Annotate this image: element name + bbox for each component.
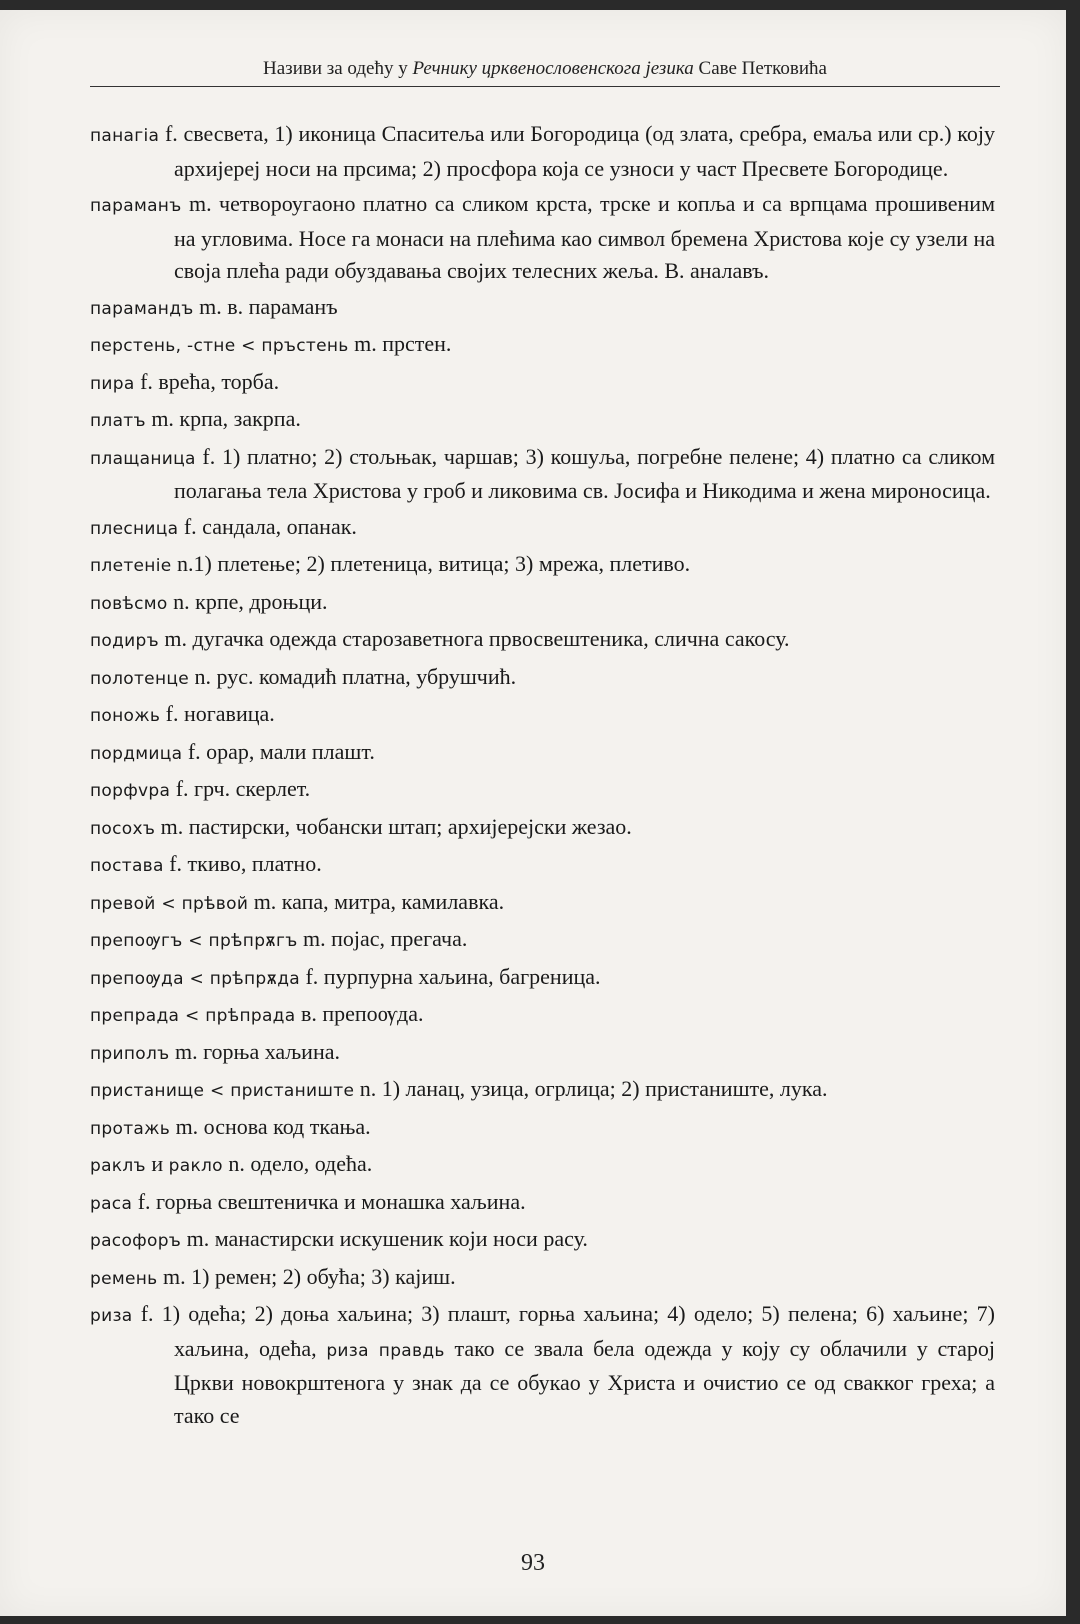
header-text: Називи за одећу у <box>263 58 413 79</box>
entry-definition: f. 1) одећа; 2) доња хаљина; 3) плашт, горња хаљина; 4) одело; 5) пелена; 6) хаљине; 7) хаљина, одећа, <box>132 1301 995 1361</box>
entry-definition: f. горња свештеничка и монашка хаљина. <box>132 1188 526 1214</box>
entry-definition: n. одело, одећа. <box>222 1151 373 1176</box>
entry-headword: ракло <box>168 1156 223 1176</box>
dictionary-entry <box>90 548 995 583</box>
entry-headword: постава <box>90 856 164 876</box>
dictionary-entry <box>90 441 995 508</box>
dictionary-entry <box>90 1298 995 1432</box>
dictionary-entry <box>90 998 995 1033</box>
entry-definition: f. грч. скерлет. <box>170 776 311 801</box>
entry-definition: n.1) плетење; 2) плетеница, витица; 3) мрежа, плетиво. <box>171 551 691 576</box>
entry-headword: раса <box>90 1193 133 1214</box>
entry-headword: препоѹгъ < прѣпрѫгъ <box>90 931 298 951</box>
dictionary-entry <box>90 511 995 546</box>
running-header <box>90 58 1000 87</box>
dictionary-entry <box>90 623 995 658</box>
entry-headword: пордмица <box>90 743 183 764</box>
entry-headword: расофоръ <box>90 1231 182 1251</box>
header-author: Саве Петковића <box>693 58 827 79</box>
entry-headword: полотенце <box>90 668 189 689</box>
entry-definition: f. врећа, торба. <box>134 368 280 394</box>
entry-headword: риза правдь <box>326 1340 445 1361</box>
entry-definition: f. пурпурна хаљина, багреница. <box>299 963 601 989</box>
entry-definition: в. препоѹда. <box>295 1001 424 1026</box>
dictionary-entry <box>90 1148 995 1183</box>
entry-headword: ремень <box>90 1268 158 1289</box>
dictionary-entry <box>90 188 995 288</box>
entry-definition: m. крпа, закрпа. <box>145 406 301 431</box>
entry-definition: m. горња хаљина. <box>169 1038 340 1064</box>
dictionary-entry <box>90 1223 995 1258</box>
entry-definition: m. в. параманъ <box>193 293 338 319</box>
page <box>0 10 1066 1616</box>
entry-headword: параманъ <box>90 196 182 216</box>
entry-definition: m. 1) ремен; 2) обућа; 3) кајиш. <box>157 1263 456 1289</box>
entry-definition: n. рус. комадић платна, убрушчић. <box>189 663 517 689</box>
entry-definition: m. појас, прегача. <box>297 926 468 951</box>
entry-headword: пристанище < пристаниште <box>90 1081 355 1101</box>
entry-definition: тако се звала бела одежда у коју су облачили у старој Цркви новокрштенога у знак да се обукао у Христа и очистио се од свакког греха; а тако се <box>174 1335 995 1428</box>
entry-headword: превой < прѣвой <box>90 893 249 914</box>
dictionary-entry <box>90 291 995 326</box>
dictionary-entries <box>90 118 995 1435</box>
entry-headword: подиръ <box>90 631 159 651</box>
entry-headword: раклъ <box>90 1156 146 1176</box>
dictionary-entry <box>90 403 995 438</box>
entry-headword: приполъ <box>90 1043 170 1064</box>
entry-definition: f. свесвета, 1) иконица Спаситеља или Богородица (од злата, сребра, емаља или ср.) коју архијереј носи на прсима; 2) просфора која се узноси у част Пресвете Богородице. <box>159 121 995 181</box>
dictionary-entry <box>90 328 995 363</box>
page-number: 93 <box>521 1550 545 1576</box>
entry-headword: протажь <box>90 1118 171 1139</box>
entry-definition: m. манастирски искушеник који носи расу. <box>181 1226 588 1251</box>
entry-definition: f. 1) платно; 2) стољњак, чаршав; 3) кошуља, погребне пелене; 4) платно са сликом полагања тела Христова у гроб и ликовима св. Јосифа и Никодима и жена мироносица. <box>174 443 995 503</box>
entry-headword: препоѹда < прѣпрѫда <box>90 968 300 989</box>
entry-headword: панагіа <box>90 126 160 146</box>
entry-headword: препрада < прѣпрада <box>90 1006 296 1026</box>
entry-definition: m. капа, митра, камилавка. <box>248 888 505 914</box>
dictionary-entry <box>90 886 995 921</box>
entry-definition: m. прстен. <box>348 331 452 356</box>
dictionary-entry <box>90 1261 995 1296</box>
entry-definition: f. ткиво, платно. <box>163 851 322 876</box>
dictionary-entry <box>90 118 995 185</box>
dictionary-entry <box>90 1186 995 1221</box>
entry-headword: перстень, -стне < пръстень <box>90 336 349 356</box>
entry-headword: плащаница <box>90 448 196 469</box>
dictionary-entry <box>90 736 995 771</box>
entry-definition: n. 1) ланац, узица, огрлица; 2) пристаниште, лука. <box>354 1076 828 1101</box>
entry-headword: парамандъ <box>90 298 194 319</box>
entry-headword: поножь <box>90 706 161 726</box>
entry-definition: f. орар, мали плашт. <box>182 738 375 764</box>
entry-headword: пира <box>90 373 135 394</box>
dictionary-entry <box>90 773 995 808</box>
dictionary-entry <box>90 1111 995 1146</box>
entry-definition: n. крпе, дроњци. <box>167 588 328 614</box>
entry-headword: посохъ <box>90 818 156 839</box>
dictionary-entry <box>90 1073 995 1108</box>
entry-headword: порфvра <box>90 781 171 801</box>
entry-headword: повѣсмо <box>90 593 168 614</box>
dictionary-entry <box>90 1036 995 1071</box>
dictionary-entry <box>90 586 995 621</box>
entry-definition: и <box>145 1151 169 1176</box>
entry-headword: плетеніе <box>90 556 172 576</box>
dictionary-entry <box>90 811 995 846</box>
entry-definition: f. ногавица. <box>160 701 275 726</box>
dictionary-entry <box>90 923 995 958</box>
entry-headword: плесница <box>90 518 179 539</box>
entry-definition: m. пастирски, чобански штап; архијерејски жезао. <box>155 813 632 839</box>
header-book-title: Речнику црквенословенскога језика <box>412 58 694 79</box>
entry-definition: m. четвороугаоно платно са сликом крста, трске и копља и са врпцама прошивеним на угловима. Носе га монаси на плећима као символ бремена Христова које су узели на своја плећа ради обуздавања својих телесних жеља. В. аналавъ. <box>174 191 995 283</box>
dictionary-entry <box>90 848 995 883</box>
dictionary-entry <box>90 661 995 696</box>
dictionary-entry <box>90 961 995 996</box>
entry-definition: m. основа код ткања. <box>170 1113 371 1139</box>
entry-headword: риза <box>90 1306 133 1326</box>
dictionary-entry <box>90 698 995 733</box>
entry-headword: платъ <box>90 411 146 431</box>
dictionary-entry <box>90 366 995 401</box>
entry-definition: m. дугачка одежда старозаветнога првосвештеника, слична сакосу. <box>158 626 790 651</box>
entry-definition: f. сандала, опанак. <box>178 513 357 539</box>
